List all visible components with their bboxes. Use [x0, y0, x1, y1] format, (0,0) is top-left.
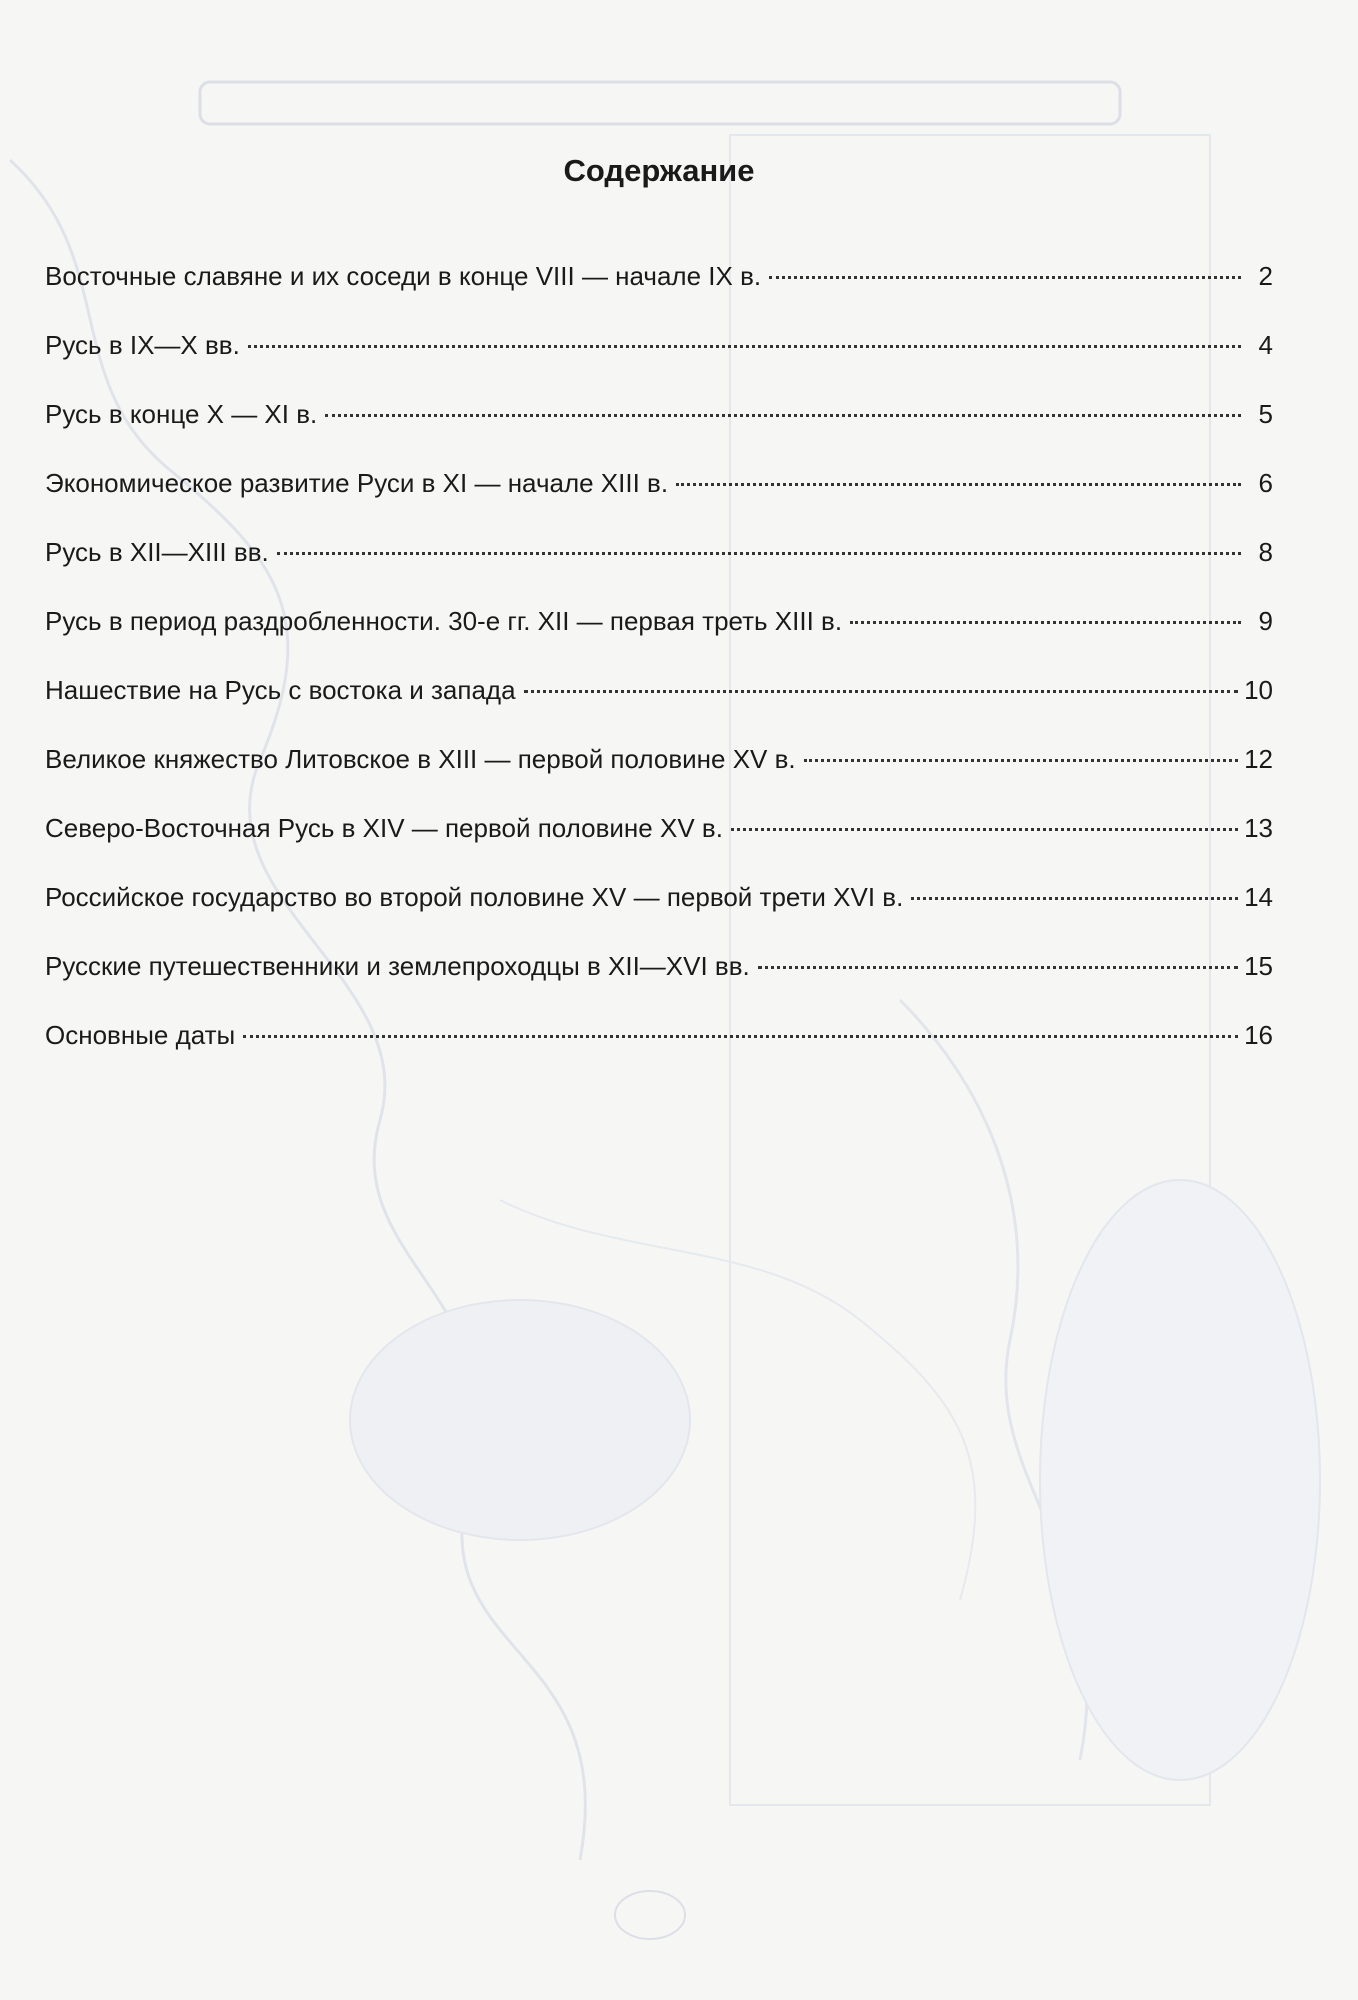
- toc-entry-title: Экономическое развитие Руси в XI — начале XIII в.: [45, 468, 669, 498]
- dot-leader: [758, 966, 1238, 969]
- toc-entry-title: Русь в период раздробленности. 30-е гг. XII — первая треть XIII в.: [45, 606, 843, 636]
- toc-entry-title: Восточные славяне и их соседи в конце VIII — начале IX в.: [45, 261, 762, 291]
- toc-entry[interactable]: [45, 597, 1273, 666]
- toc-entry-page: 6: [1258, 468, 1273, 498]
- dot-leader: [248, 345, 1241, 348]
- toc-entry-page: 10: [1244, 675, 1273, 705]
- toc-entry-page: 13: [1244, 813, 1273, 843]
- dot-leader: [524, 690, 1239, 693]
- toc-entry-title: Основные даты: [45, 1020, 236, 1050]
- toc-entry[interactable]: [45, 390, 1273, 459]
- toc-entry[interactable]: [45, 528, 1273, 597]
- page-title: Содержание: [563, 152, 755, 188]
- dot-leader: [804, 759, 1238, 762]
- dot-leader: [731, 828, 1238, 831]
- toc-entry-page: 9: [1258, 606, 1273, 636]
- toc-entry[interactable]: [45, 321, 1273, 390]
- toc-entry[interactable]: [45, 735, 1273, 804]
- toc-entry-page: 16: [1244, 1020, 1273, 1050]
- dot-leader: [769, 276, 1241, 279]
- dot-leader: [676, 483, 1241, 486]
- toc-entry-title: Российское государство во второй половине XV — первой трети XVI в.: [45, 882, 904, 912]
- table-of-contents: [45, 252, 1273, 1080]
- toc-entry[interactable]: [45, 942, 1273, 1011]
- dot-leader: [243, 1035, 1238, 1038]
- toc-entry-page: 5: [1258, 399, 1273, 429]
- dot-leader: [911, 897, 1238, 900]
- toc-entry-page: 15: [1244, 951, 1273, 981]
- toc-entry-title: Северо-Восточная Русь в XIV — первой половине XV в.: [45, 813, 723, 843]
- toc-entry-title: Русь в IX—X вв.: [45, 330, 240, 360]
- toc-entry-title: Нашествие на Русь с востока и запада: [45, 675, 516, 705]
- toc-entry-title: Русь в конце X — XI в.: [45, 399, 318, 429]
- toc-entry[interactable]: [45, 1011, 1273, 1080]
- toc-entry-page: 8: [1258, 537, 1273, 567]
- toc-entry-title: Русские путешественники и землепроходцы в XII—XVI вв.: [45, 951, 750, 981]
- toc-entry[interactable]: [45, 804, 1273, 873]
- toc-entry-title: Великое княжество Литовское в XIII — первой половине XV в.: [45, 744, 796, 774]
- toc-entry[interactable]: [45, 459, 1273, 528]
- toc-entry[interactable]: [45, 252, 1273, 321]
- toc-entry-page: 4: [1258, 330, 1273, 360]
- toc-entry[interactable]: [45, 873, 1273, 942]
- toc-entry[interactable]: [45, 666, 1273, 735]
- toc-entry-page: 12: [1244, 744, 1273, 774]
- dot-leader: [277, 552, 1241, 555]
- toc-entry-page: 2: [1258, 261, 1273, 291]
- toc-entry-title: Русь в XII—XIII вв.: [45, 537, 269, 567]
- dot-leader: [850, 621, 1241, 624]
- dot-leader: [325, 414, 1241, 417]
- toc-entry-page: 14: [1244, 882, 1273, 912]
